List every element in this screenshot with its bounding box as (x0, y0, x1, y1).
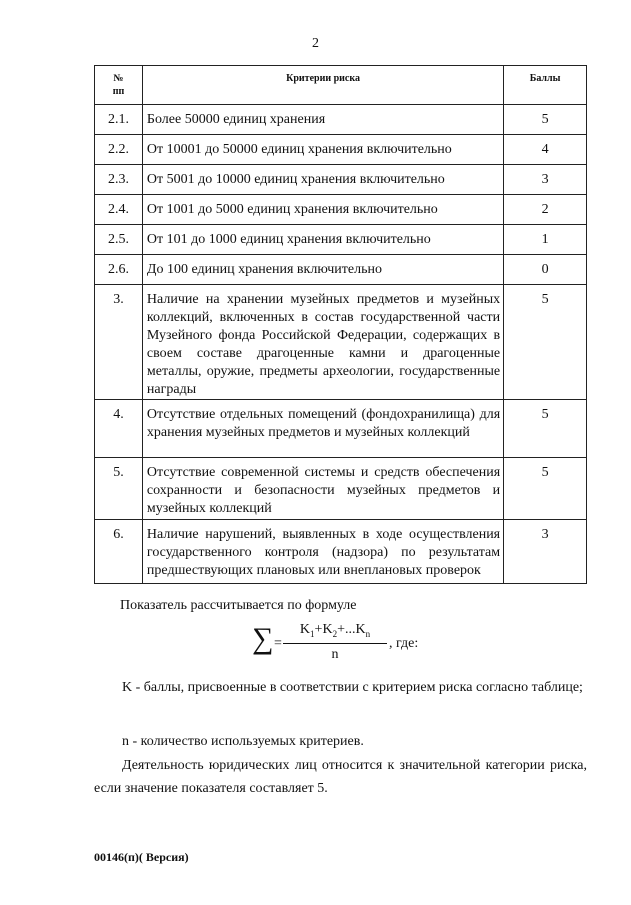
row-num: 3. (95, 285, 143, 400)
row-criteria: Наличие нарушений, выявленных в ходе осуществления государственного контроля (надзора) по результатам предшествующих плановых или внеплановых проверок (142, 520, 503, 584)
row-criteria: Наличие на хранении музейных предметов и музейных коллекций, включенных в состав государственной части Музейного фонда Российской Федерации, содержащих в своем составе драгоценные камни и драгоценные металлы, оружие, предметы археологии, государственные награды (142, 285, 503, 400)
row-num: 2.1. (95, 105, 143, 135)
row-score: 1 (504, 225, 587, 255)
formula-intro: Показатель рассчитывается по формуле (120, 598, 357, 613)
table-row (95, 285, 587, 400)
risk-criteria-table (94, 65, 587, 584)
header-criteria: Критерии риска (142, 66, 503, 105)
row-num: 2.2. (95, 135, 143, 165)
row-num: 5. (95, 458, 143, 520)
table-header-row (95, 66, 587, 105)
formula (252, 622, 512, 666)
row-score: 5 (504, 400, 587, 458)
row-num: 2.5. (95, 225, 143, 255)
table-row (95, 255, 587, 285)
row-score: 4 (504, 135, 587, 165)
table-row (95, 105, 587, 135)
row-score: 2 (504, 195, 587, 225)
row-criteria: От 10001 до 50000 единиц хранения включительно (142, 135, 503, 165)
formula-numerator: $K_1+K_2+...K_n$ (299, 622, 371, 639)
row-criteria: От 1001 до 5000 единиц хранения включительно (142, 195, 503, 225)
header-score: Баллы (504, 66, 587, 105)
row-score: 3 (504, 520, 587, 584)
table-row (95, 225, 587, 255)
table-row (95, 165, 587, 195)
row-score: 0 (504, 255, 587, 285)
header-num: № пп (95, 66, 143, 105)
row-criteria: От 101 до 1000 единиц хранения включительно (142, 225, 503, 255)
fraction-line (283, 643, 387, 644)
row-num: 6. (95, 520, 143, 584)
row-num: 4. (95, 400, 143, 458)
equals-sign: = (274, 636, 282, 651)
row-num: 2.4. (95, 195, 143, 225)
formula-where: , где: (389, 636, 419, 651)
table-row (95, 400, 587, 458)
row-num: 2.6. (95, 255, 143, 285)
row-score: 5 (504, 285, 587, 400)
row-score: 5 (504, 105, 587, 135)
k-definition: K - баллы, присвоенные в соответствии с критерием риска согласно таблице; (122, 680, 583, 695)
row-criteria: От 5001 до 10000 единиц хранения включительно (142, 165, 503, 195)
page-number: 2 (312, 36, 319, 51)
table-row (95, 520, 587, 584)
row-criteria: Отсутствие отдельных помещений (фондохранилища) для хранения музейных предметов и музейных коллекций (142, 400, 503, 458)
row-criteria: Отсутствие современной системы и средств обеспечения сохранности и безопасности музейных предметов и музейных коллекций (142, 458, 503, 520)
conclusion-paragraph: Деятельность юридических лиц относится к значительной категории риска, если значение показателя составляет 5. (94, 758, 587, 796)
row-criteria: Более 50000 единиц хранения (142, 105, 503, 135)
footer-doc-id: 00146(п)( Версия) (94, 850, 189, 864)
table-row (95, 458, 587, 520)
formula-denominator: n (331, 647, 339, 662)
sigma-symbol: ∑ (252, 622, 274, 655)
table-row (95, 195, 587, 225)
row-score: 3 (504, 165, 587, 195)
table-row (95, 135, 587, 165)
row-num: 2.3. (95, 165, 143, 195)
row-score: 5 (504, 458, 587, 520)
n-definition: n - количество используемых критериев. (122, 734, 364, 749)
row-criteria: До 100 единиц хранения включительно (142, 255, 503, 285)
